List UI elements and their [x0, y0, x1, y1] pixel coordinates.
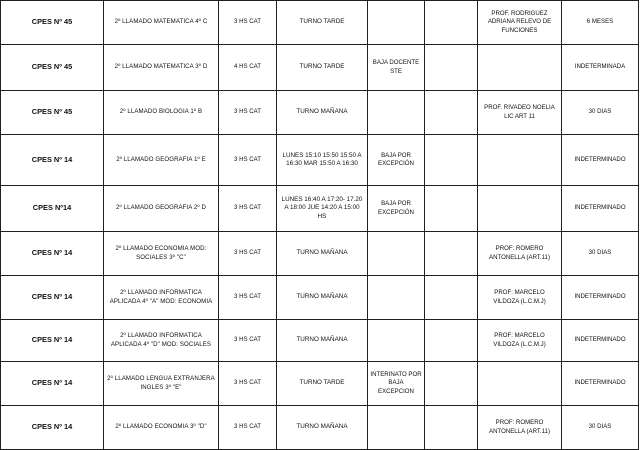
school-cell: CPES Nº 14	[1, 320, 104, 362]
hours-cell: 3 HS CAT	[219, 362, 277, 406]
hours-cell: 3 HS CAT	[219, 232, 277, 276]
schedule-line: 16:30 MAR 15:50 A 16:30	[286, 160, 358, 167]
duration-cell: INDETERMINADO	[562, 135, 639, 186]
extra-cell	[425, 1, 478, 45]
school-cell: CPES Nº 14	[1, 362, 104, 406]
note-line: EXCEPCIÓN	[378, 208, 414, 216]
hours-cell: 3 HS CAT	[219, 320, 277, 362]
extra-cell	[425, 186, 478, 232]
professor-line: PROF: MARCELO	[494, 332, 545, 340]
duration-cell: INDETERMINADO	[562, 320, 639, 362]
schedule-cell: TURNO TARDE	[277, 45, 368, 91]
duration-cell: INDETERMINADO	[562, 186, 639, 232]
subject-line: 2º LLAMADO LENGUA EXTRANJERA	[107, 375, 215, 383]
duration-cell: 30 DIAS	[562, 232, 639, 276]
professor-line: FUNCIONES	[501, 26, 538, 34]
subject-cell: 2º LLAMADO BIOLOGIA 1º B	[104, 91, 219, 135]
professor-cell	[478, 1, 562, 45]
extra-cell	[425, 362, 478, 406]
schedule-cell: TURNO TARDE	[277, 362, 368, 406]
subject-cell: 2º LLAMADO ECONOMIA 3º "D"	[104, 406, 219, 450]
subject-cell	[104, 320, 219, 362]
table-body	[1, 1, 639, 450]
note-cell	[368, 135, 425, 186]
extra-cell	[425, 406, 478, 450]
schedule-line: A 18:00 JUE 14:20 A 15:00	[284, 204, 360, 212]
professor-cell	[478, 45, 562, 91]
subject-line: 2º LLAMADO INFORMATICA	[120, 332, 202, 340]
hours-cell: 3 HS CAT	[219, 135, 277, 186]
subject-cell: 2º LLAMADO MATEMATICA 3º D	[104, 45, 219, 91]
note-cell	[368, 276, 425, 320]
schedule-cell: TURNO MAÑANA	[277, 406, 368, 450]
schedule-line: LUNES 15:10 15:50 15:50 A	[282, 151, 362, 159]
note-line: STE	[390, 67, 402, 75]
note-cell	[368, 186, 425, 232]
professor-cell	[478, 91, 562, 135]
extra-cell	[425, 232, 478, 276]
table-row	[1, 1, 639, 45]
table-row	[1, 276, 639, 320]
hours-cell: 3 HS CAT	[219, 186, 277, 232]
professor-cell	[478, 320, 562, 362]
hours-cell: 3 HS CAT	[219, 91, 277, 135]
schedule-cell: TURNO MAÑANA	[277, 276, 368, 320]
subject-cell: 2º LLAMADO MATEMATICA 4º C	[104, 1, 219, 45]
school-cell: CPES Nº 14	[1, 406, 104, 450]
table-row	[1, 362, 639, 406]
school-cell: CPES Nº 45	[1, 1, 104, 45]
note-cell	[368, 45, 425, 91]
duration-cell: INDETERMINADO	[562, 362, 639, 406]
duration-cell: 30 DIAS	[562, 406, 639, 450]
school-cell: CPES Nº 14	[1, 232, 104, 276]
professor-line: ADRIANA RELEVO DE	[487, 18, 552, 26]
note-line: BAJA POR	[381, 151, 411, 159]
extra-cell	[425, 276, 478, 320]
schedule-cell: TURNO MAÑANA	[277, 232, 368, 276]
schedule-cell	[277, 186, 368, 232]
extra-cell	[425, 91, 478, 135]
schedule-cell	[277, 135, 368, 186]
table-row	[1, 186, 639, 232]
school-cell: CPES Nº 14	[1, 276, 104, 320]
professor-line: ANTONELLA (ART.11)	[489, 427, 550, 435]
note-cell	[368, 362, 425, 406]
subject-cell	[104, 362, 219, 406]
hours-cell: 4 HS CAT	[219, 45, 277, 91]
extra-cell	[425, 135, 478, 186]
note-line: BAJA EXCEPCION	[378, 379, 414, 395]
subject-cell: 2º LLAMADO GEOGRAFIA 1º E	[104, 135, 219, 186]
schedule-cell: TURNO MAÑANA	[277, 320, 368, 362]
professor-line: PROF: MARCELO	[494, 289, 545, 297]
schedule-cell: TURNO TARDE	[277, 1, 368, 45]
hours-cell: 3 HS CAT	[219, 1, 277, 45]
duration-cell: 6 MESES	[562, 1, 639, 45]
table-row	[1, 91, 639, 135]
subject-line: APLICADA 4º "D" MOD: SOCIALES	[110, 340, 212, 348]
note-cell	[368, 91, 425, 135]
subject-cell	[104, 276, 219, 320]
professor-cell	[478, 406, 562, 450]
professor-line: PROF: ROMERO	[495, 419, 544, 427]
school-cell: CPES Nº 45	[1, 45, 104, 91]
professor-line: ANTONELLA (ART.11)	[489, 253, 550, 261]
schedule-cell: TURNO MAÑANA	[277, 91, 368, 135]
note-line: INTERINATO POR	[370, 370, 422, 378]
professor-line: PROF: ROMERO	[495, 245, 544, 253]
subject-cell	[104, 232, 219, 276]
school-cell: CPES Nº 45	[1, 91, 104, 135]
table-row	[1, 406, 639, 450]
professor-cell	[478, 186, 562, 232]
subject-line: SOCIALES 3º "C"	[136, 253, 186, 261]
professor-line: VILDOZA (L.C.M.J)	[493, 340, 546, 348]
duration-cell: INDETERMINADA	[562, 45, 639, 91]
professor-line: VILDOZA (L.C.M.J)	[493, 297, 546, 305]
duration-cell: 30 DIAS	[562, 91, 639, 135]
duration-cell: INDETERMINADO	[562, 276, 639, 320]
professor-line: LIC ART 11	[504, 112, 535, 120]
note-cell	[368, 1, 425, 45]
table-row	[1, 135, 639, 186]
professor-line: PROF. RODRIGUEZ	[491, 9, 548, 17]
note-line: EXCEPCIÓN	[378, 160, 414, 167]
schedule-line: LUNES 16:40 A 17:20- 17.20	[281, 195, 363, 203]
note-line: BAJA POR	[381, 200, 411, 208]
professor-cell	[478, 135, 562, 186]
hours-cell: 3 HS CAT	[219, 406, 277, 450]
extra-cell	[425, 320, 478, 362]
subject-line: 2º LLAMADO ECONOMIA MOD:	[115, 245, 207, 253]
extra-cell	[425, 45, 478, 91]
subject-line: 2º LLAMADO INFORMATICA	[120, 289, 202, 297]
table-row	[1, 320, 639, 362]
school-cell: CPES Nº14	[1, 186, 104, 232]
note-cell	[368, 406, 425, 450]
table-row	[1, 45, 639, 91]
school-cell: CPES Nº 14	[1, 135, 104, 186]
note-cell	[368, 232, 425, 276]
hours-cell: 3 HS CAT	[219, 276, 277, 320]
table-row	[1, 232, 639, 276]
subject-line: APLICADA 4º "A" MOD: ECONOMIA	[109, 297, 213, 305]
professor-cell	[478, 276, 562, 320]
professor-cell	[478, 362, 562, 406]
subject-cell: 2º LLAMADO GEOGRAFIA 2º D	[104, 186, 219, 232]
note-line: BAJA DOCENTE	[372, 59, 420, 67]
subject-line: INGLES 3º "E"	[140, 383, 182, 391]
note-cell	[368, 320, 425, 362]
schedule-line: HS	[317, 212, 327, 220]
professor-cell	[478, 232, 562, 276]
professor-line: PROF. RIVADEO NOELIA	[484, 104, 555, 112]
